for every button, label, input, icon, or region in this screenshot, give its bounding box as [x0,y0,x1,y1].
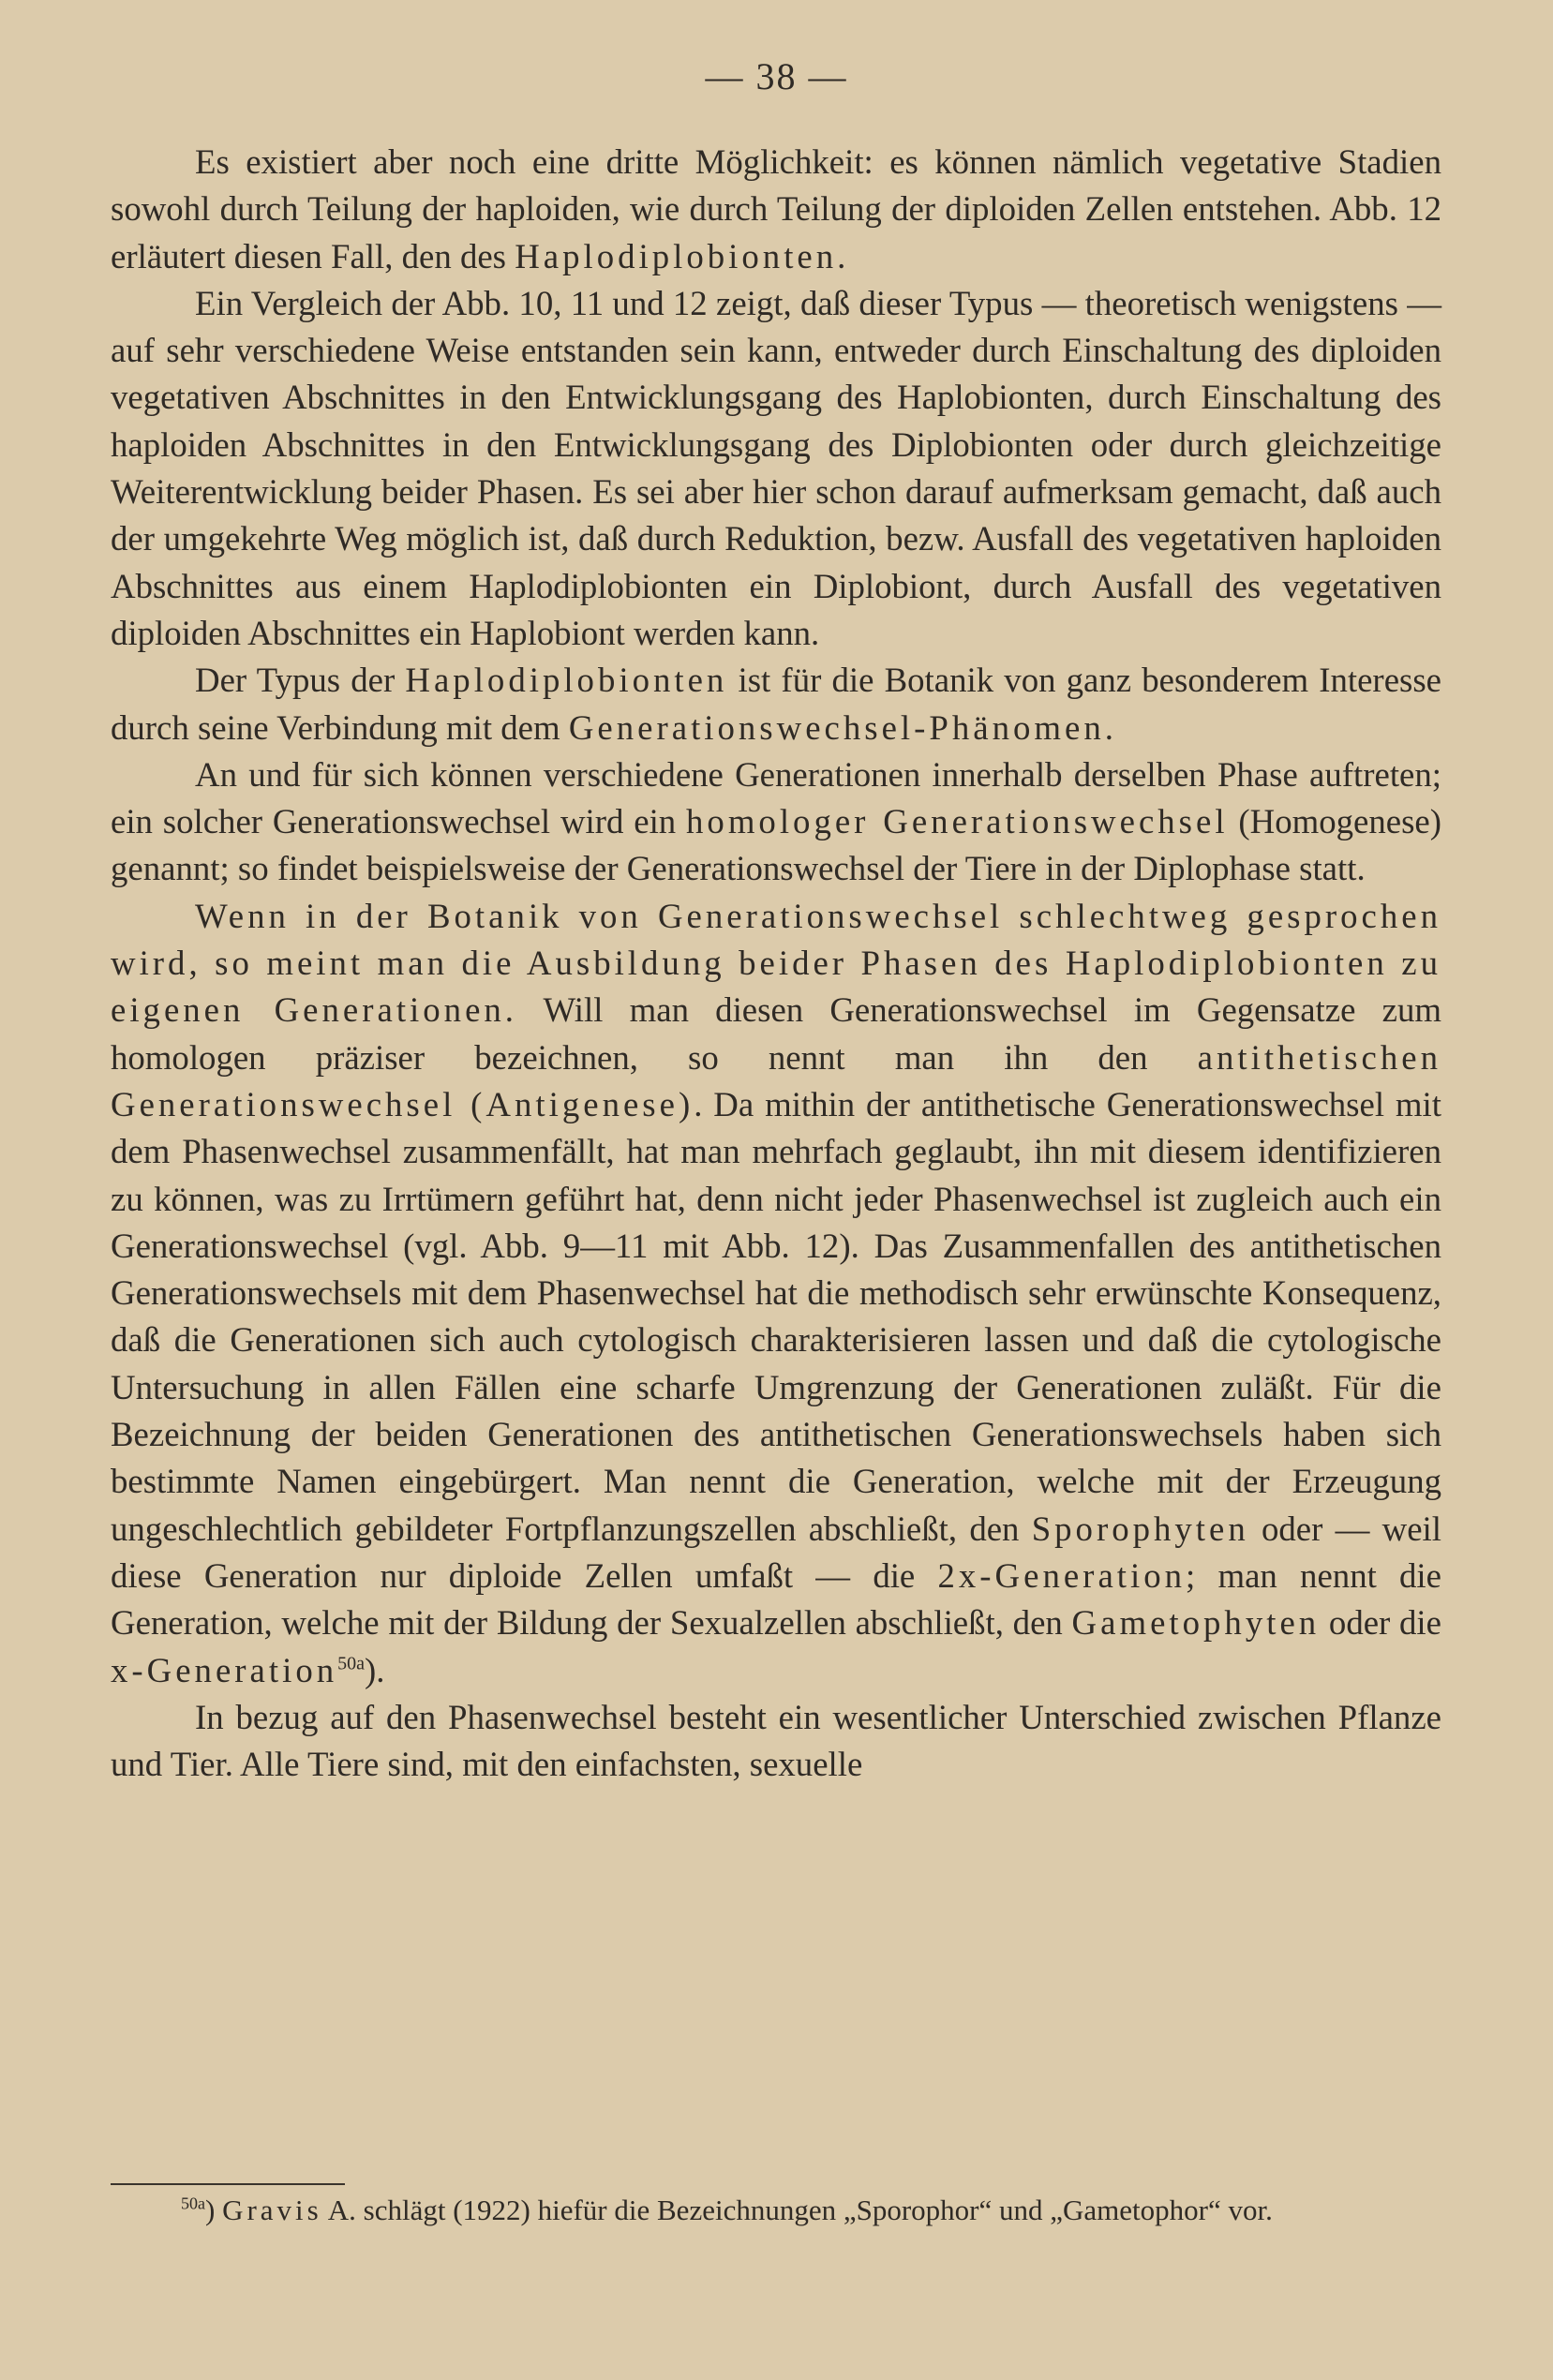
text-run: An und für sich können verschiedene Generationen innerhalb derselben Phase auftreten; ein solcher Generationswechsel wird ein [111,754,1441,841]
footnote-marker-close: ) [205,2194,216,2226]
text-run: (Homogenese) genannt; so findet beispielsweise der Generationswechsel der Tiere in der Diplophase statt. [111,802,1441,888]
spaced-term: 2x-Generation [937,1555,1187,1595]
footnote-marker: 50a [181,2194,205,2213]
paragraph-5 [111,893,1441,1694]
paragraph-6: In bezug auf den Phasenwechsel besteht ein wesentlicher Unterschied zwischen Pflanze und Tier. Alle Tiere sind, mit den einfachsten, sexuelle [111,1697,1441,1784]
spaced-term: Gametophyten [1071,1603,1321,1643]
text-run: . [1104,707,1113,747]
spaced-term: Haplodiplobionten [405,661,728,700]
text-run: ; man nennt die Generation, welche mit der Bildung der Sexualzellen abschließt, den [111,1555,1441,1643]
spaced-term: x-Generation [111,1650,338,1689]
text-run: oder die [1320,1603,1441,1643]
text-run: Es existiert aber noch eine dritte Möglichkeit: es können nämlich vegetative Stadien sowohl durch Teilung der haploiden, wie durch Teilung der diploiden Zellen entstehen. Abb. 12 erläutert diesen Fall, den des [111,142,1441,275]
text-run: . Da mithin der antithetische Generationswechsel mit dem Phasenwechsel zusammenfällt, hat man mehrfach geglaubt, ihn mit diesem identifizieren zu können, was zu Irrtümern geführt hat, denn nicht jeder Phasenwechsel ist zugleich auch ein Generationswechsel (vgl. Abb. 9—11 mit Abb. 12). Das Zusammenfallen des antithetischen Generationswechsels mit dem Phasenwechsel hat die methodisch sehr erwünschte Konsequenz, daß die Generationen sich auch cytologisch charakterisieren lassen und daß die cytologische Untersuchung in allen Fällen eine scharfe Umgrenzung der Generationen zuläßt. Für die Bezeichnung der beiden Generationen des antithetischen Generationswechsels haben sich bestimmte Namen eingebürgert. Man nennt die Generation, welche mit der Erzeugung ungeschlechtlich gebildeter Fortpflanzungszellen abschließt, den [111,1084,1441,1548]
page-number: — 38 — [705,55,848,97]
spaced-term: antithetischen Generationswechsel (Antigenese) [111,1037,1441,1123]
paragraph-2: Ein Vergleich der Abb. 10, 11 und 12 zeigt, daß dieser Typus — theoretisch wenigstens — auf sehr verschiedene Weise entstanden sein kann, entweder durch Einschaltung des diploiden vegetativen Abschnittes in den Entwicklungsgang des Haplobionten, durch Einschaltung des haploiden Abschnittes in den Entwicklungsgang des Diplobionten oder durch gleichzeitige Weiterentwicklung beider Phasen. Es sei aber hier schon darauf aufmerksam gemacht, daß auch der umgekehrte Weg möglich ist, daß durch Reduktion, bezw. Ausfall des vegetativen haploiden Abschnittes aus einem Haplodiplobionten ein Diplobiont, durch Ausfall des vegetativen diploiden Abschnittes ein Haplobiont werden kann. [111,283,1441,652]
footnote-text: A. schlägt (1922) hiefür die Bezeichnungen „Sporophor“ und „Gametophor“ vor. [321,2194,1273,2226]
spaced-term: homologer Generationswechsel [686,802,1229,841]
body-text [111,139,1441,1788]
spaced-term: Sporophyten [1031,1509,1249,1548]
footnote-divider [111,2183,345,2185]
spaced-term: Haplodiplobionten [515,236,838,275]
footnote-author: Gravis [222,2194,322,2226]
text-run: Will man diesen Generationswechsel im Gegensatze zum homologen präziser bezeichnen, so nennt man ihn den [111,990,1441,1077]
paragraph-1 [111,139,1441,280]
text-run: ist für die Botanik von ganz besonderem Interesse durch seine Verbindung mit dem [111,661,1441,747]
footnote-reference[interactable]: 50a [337,1653,366,1674]
spaced-sentence: Wenn in der Botanik von Generationswechsel schlechtweg gesprochen wird, so meint man die Ausbildung beider Phasen des Haplodiplobionten zu eigenen Generationen. [111,896,1441,1030]
text-run: ). [365,1650,385,1689]
text-run: oder — weil diese Generation nur diploide Zellen umfaßt — die [111,1509,1441,1595]
paragraph-4 [111,751,1441,893]
text-run: . [837,236,846,275]
text-run: Der Typus der [195,661,406,700]
paragraph-3 [111,657,1441,751]
spaced-term: Generationswechsel-Phänomen [568,707,1105,747]
footnote [111,2191,1441,2230]
